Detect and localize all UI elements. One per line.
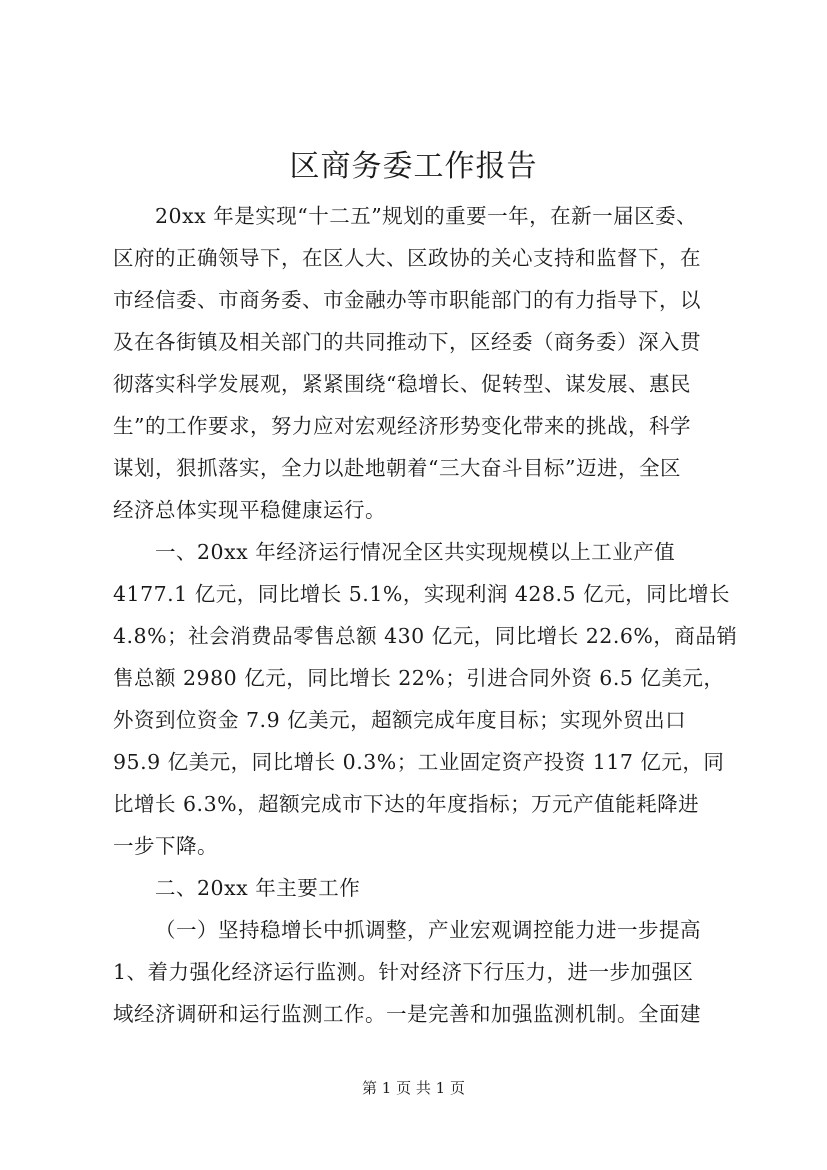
text-line: 外资到位资金 7.9 亿美元，超额完成年度目标；实现外贸出口 bbox=[113, 708, 687, 732]
paragraph-subsection bbox=[113, 909, 725, 1035]
section-heading-main-work bbox=[113, 867, 725, 909]
text-line: 一步下降。 bbox=[113, 834, 218, 858]
text-line: 及在各街镇及相关部门的共同推动下，区经委（商务委）深入贯 bbox=[113, 330, 701, 354]
text-line: （一）坚持稳增长中抓调整，产业宏观调控能力进一步提高 bbox=[155, 918, 701, 942]
text-line: 市经信委、市商务委、市金融办等市职能部门的有力指导下，以 bbox=[113, 288, 701, 312]
paragraph-intro bbox=[113, 195, 725, 531]
text-line: 比增长 6.3%，超额完成市下达的年度指标；万元产值能耗降进 bbox=[113, 792, 700, 816]
text-line: 4.8%；社会消费品零售总额 430 亿元，同比增长 22.6%，商品销 bbox=[113, 624, 738, 648]
text-line: 4177.1 亿元，同比增长 5.1%，实现利润 428.5 亿元，同比增长 bbox=[113, 582, 731, 606]
text-line: 域经济调研和运行监测工作。一是完善和加强监测机制。全面建 bbox=[113, 1002, 701, 1026]
text-line: 20xx 年是实现“十二五”规划的重要一年，在新一届区委、 bbox=[155, 204, 698, 228]
text-line: 谋划，狠抓落实，全力以赴地朝着“三大奋斗目标”迈进，全区 bbox=[113, 456, 681, 480]
text-line: 1、着力强化经济运行监测。针对经济下行压力，进一步加强区 bbox=[113, 960, 694, 984]
text-line: 95.9 亿美元，同比增长 0.3%；工业固定资产投资 117 亿元，同 bbox=[113, 750, 725, 774]
text-line: 彻落实科学发展观，紧紧围绕“稳增长、促转型、谋发展、惠民 bbox=[113, 372, 691, 396]
page-footer: 第 1 页 共 1 页 bbox=[362, 1079, 465, 1097]
text-line: 一、20xx 年经济运行情况全区共实现规模以上工业产值 bbox=[155, 540, 676, 564]
text-line: 区府的正确领导下，在区人大、区政协的关心支持和监督下，在 bbox=[113, 246, 701, 270]
paragraph-economic-overview bbox=[113, 531, 738, 867]
text-line: 售总额 2980 亿元，同比增长 22%；引进合同外资 6.5 亿美元， bbox=[113, 666, 725, 690]
page-title: 区商务委工作报告 bbox=[289, 149, 538, 184]
text-line: 二、20xx 年主要工作 bbox=[155, 876, 361, 900]
document-body bbox=[113, 195, 738, 1035]
text-line: 经济总体实现平稳健康运行。 bbox=[113, 498, 386, 522]
text-line: 生”的工作要求，努力应对宏观经济形势变化带来的挑战，科学 bbox=[113, 414, 691, 438]
